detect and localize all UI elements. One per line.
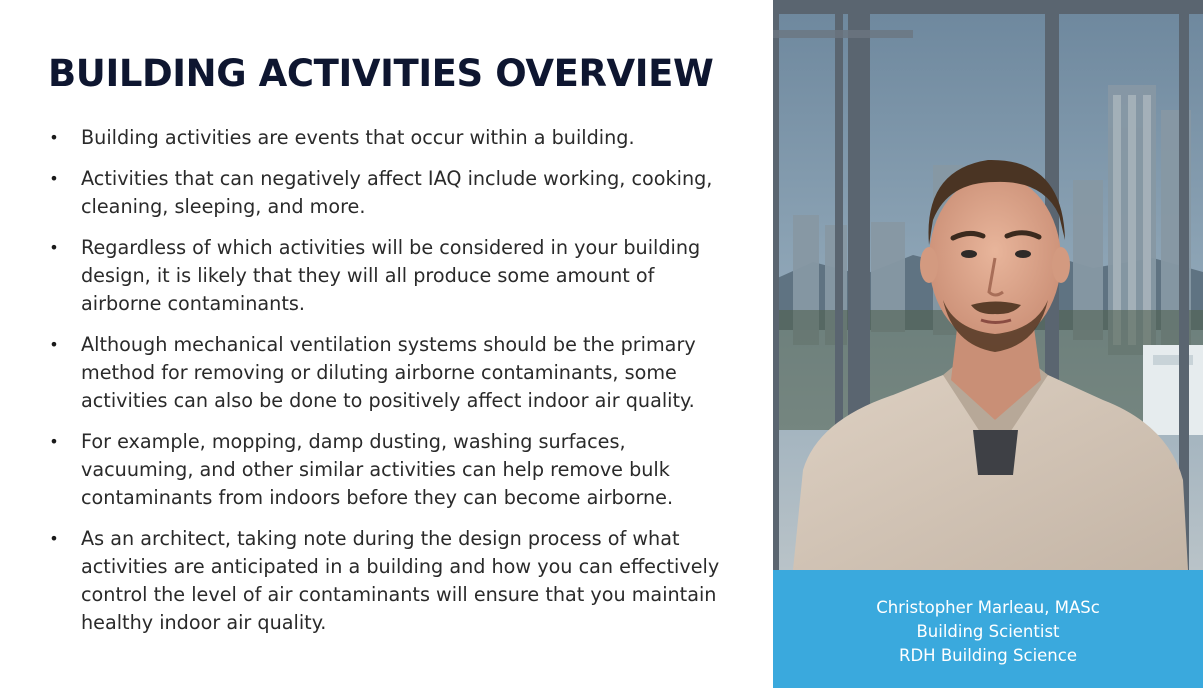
- bullet-dot-icon: •: [49, 529, 59, 548]
- bullet-text: Regardless of which activities will be considered in your building design, it is likely that they will all produce some amount of airborne contaminants.: [81, 236, 701, 315]
- presenter-organization: RDH Building Science: [899, 646, 1077, 665]
- bullet-item: [48, 428, 738, 512]
- bullet-dot-icon: •: [49, 128, 59, 147]
- presenter-role: Building Scientist: [916, 622, 1060, 641]
- bullet-item: [48, 331, 738, 415]
- bullet-list: [48, 124, 738, 650]
- bullet-item: [48, 124, 738, 152]
- bullet-text: Activities that can negatively affect IAQ include working, cooking, cleaning, sleeping, and more.: [81, 167, 713, 218]
- bullet-dot-icon: •: [49, 238, 59, 257]
- bullet-text: Building activities are events that occur within a building.: [81, 126, 635, 149]
- bullet-dot-icon: •: [49, 169, 59, 188]
- bullet-text: As an architect, taking note during the design process of what activities are anticipated in a building and how you can effectively control the level of air contaminants will ensure that you maintain healthy indoor air quality.: [81, 527, 720, 634]
- bullet-text: For example, mopping, damp dusting, washing surfaces, vacuuming, and other similar activities can help remove bulk contaminants from indoors before they can become airborne.: [81, 430, 674, 509]
- bullet-item: [48, 525, 738, 637]
- bullet-dot-icon: •: [49, 432, 59, 451]
- bullet-item: [48, 234, 738, 318]
- presenter-video-frame: [773, 0, 1203, 570]
- presenter-name: Christopher Marleau, MASc: [876, 598, 1100, 617]
- bullet-text: Although mechanical ventilation systems should be the primary method for removing or diluting airborne contaminants, some activities can also be done to positively affect indoor air quality.: [81, 333, 696, 412]
- slide-title: BUILDING ACTIVITIES OVERVIEW: [48, 52, 714, 95]
- bullet-item: [48, 165, 738, 221]
- presenter-caption: [773, 570, 1203, 688]
- presenter-video[interactable]: [773, 0, 1203, 570]
- bullet-dot-icon: •: [49, 335, 59, 354]
